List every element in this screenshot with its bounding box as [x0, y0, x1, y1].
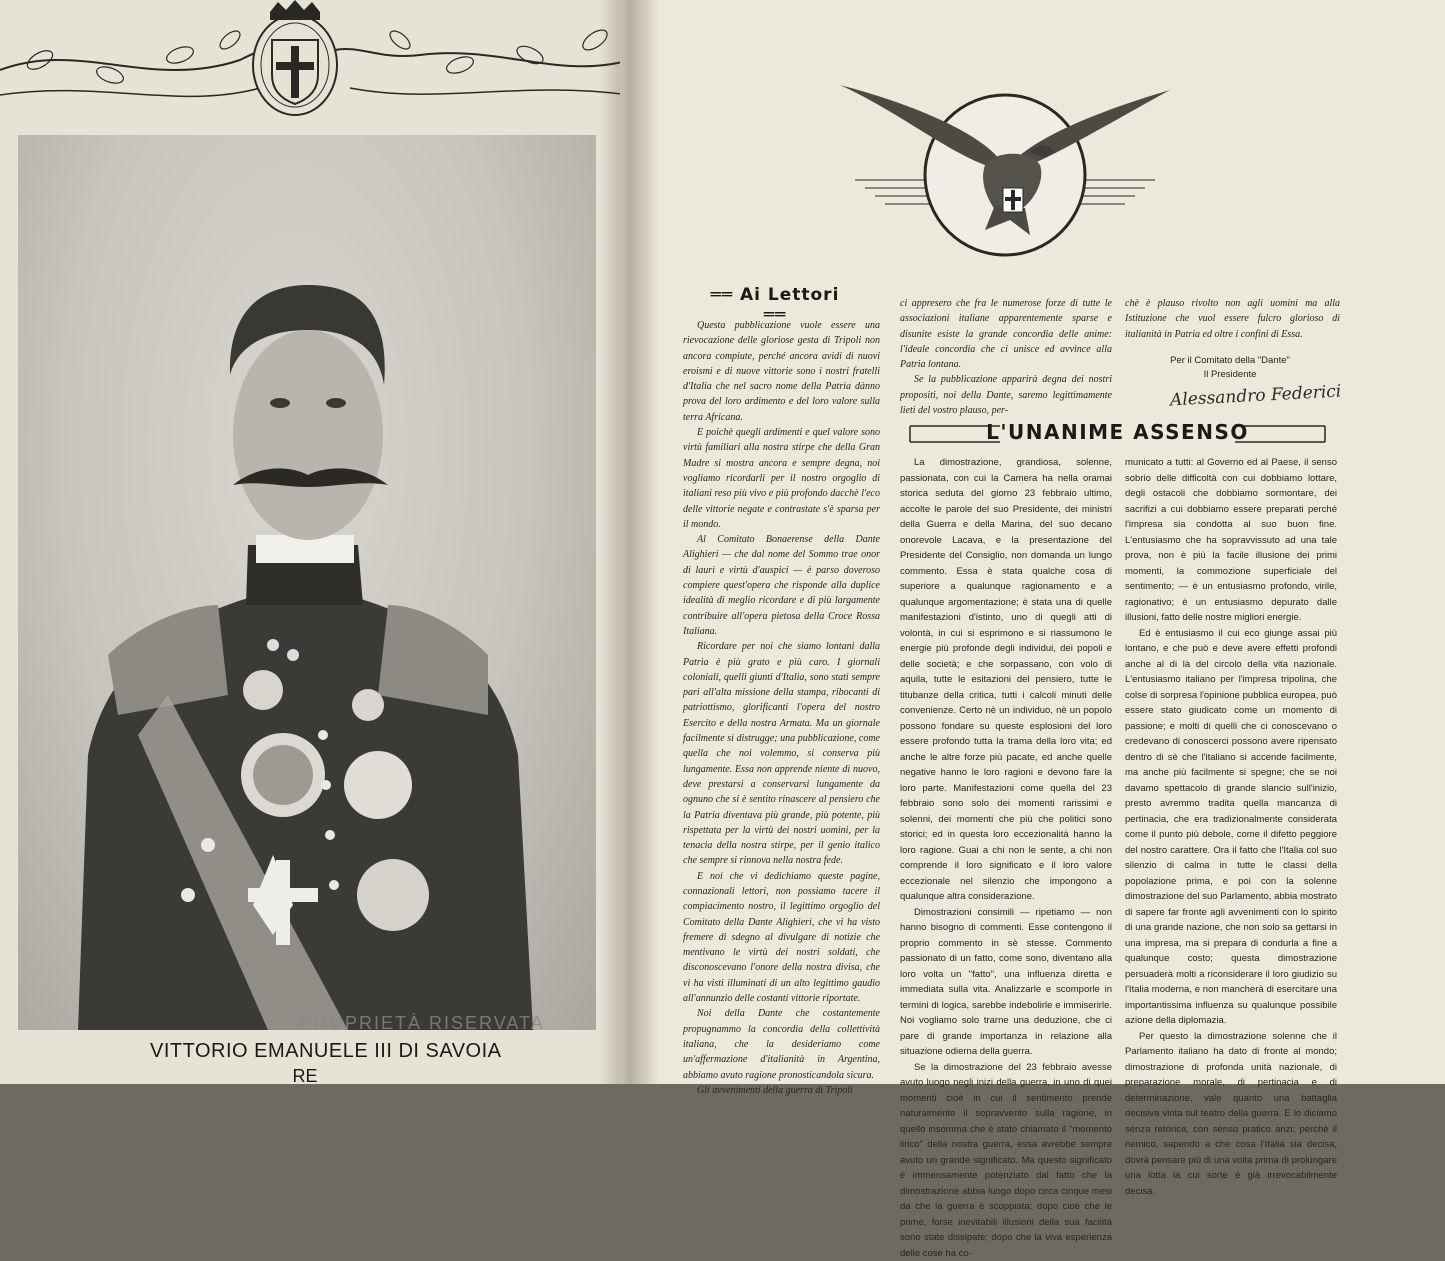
royal-portrait-photo — [18, 135, 596, 1030]
column-ai-lettori-1 — [683, 318, 880, 1078]
column-ai-lettori-3 — [1125, 296, 1340, 356]
paragraph: Se la pubblicazione apparirà degna dei nostri propositi, noi della Dante, saremo legittimamente lieti del vostro plauso, per- — [900, 372, 1112, 418]
signature-line-1: Per il Comitato della "Dante" — [1120, 354, 1340, 368]
portrait-caption: VITTORIO EMANUELE III DI SAVOIA — [150, 1040, 470, 1063]
column-ai-lettori-2 — [900, 296, 1112, 406]
paragraph: chè è plauso rivolto non agli uomini ma alla Istituzione che vuol essere fulcro glorioso di italianità in Patria ed oltre i confini di Essa. — [1125, 296, 1340, 342]
portrait-watermark: PROPRIETÀ RISERVATA — [300, 1013, 545, 1034]
column-assenso-2 — [1125, 455, 1337, 1080]
paragraph: La dimostrazione, grandiosa, solenne, passionata, con cui la Camera ha nella oramai storica seduta del giorno 23 febbraio ultimo, accolte le parole del suo Presidente, dei ministri della Guerra e della Marina, del suo decano onorevole Lacava, e la presentazione del Presidente del Consiglio, non domanda un lungo commento. Essa è stata qualche cosa di superiore a qualunque ragionamento e a qualunque argomentazione; è stata una di quelle manifestazioni d'istinto, uno di quegli atti di volontà, in cui si esprimono e si riassumono le energie più profonde degli individui, dei popoli e delle società; e che sorpassano, con volo di aquila, tutte le esitazioni del pensiero, tutte le titubanze della critica, tutti i calcoli minuti delle convenienze. Certo nè un individuo, nè un popolo possono fondare su queste esplosioni del loro essere profondo tutta la trama della loro vita; ed anche le altre forze più pacate, ed anche quelle negative hanno le loro ragioni e devono fare la loro parte. Manifestazioni come quella del 23 febbraio sono solo dei momenti rarissimi e solenni, dei momenti che più che politici sono storici; ed in questa loro eccezionalità hanno la loro ragione. Guai a chi non le sente, a chi non comprende il loro significato e il loro valore eccezionale nel silenzio che impongono a qualunque altra considerazione. — [900, 455, 1112, 905]
paragraph: municato a tutti: al Governo ed al Paese, il senso sobrio delle difficoltà con cui dobbiamo lottare, degli ostacoli che dobbiamo sormontare, dei sacrifizi a cui dobbiamo essere preparati perché l'impresa sia condotta al suo buon fine. L'entusiasmo che ha sopravvissuto ad una tale prova, non è più la facile illusione dei primi momenti, la commozione superficiale del sentimento; — è un entusiasmo profondo, virile, ragionativo; è un entusiasmo depurato dalle illusioni, fatto delle nostre migliori energie. — [1125, 455, 1337, 626]
president-signature: Alessandro Federici — [1170, 382, 1342, 411]
portrait-caption-line2: RE — [255, 1066, 355, 1087]
column-assenso-1 — [900, 455, 1112, 1080]
paragraph: Gli avvenimenti della guerra di Tripoli — [683, 1083, 880, 1098]
left-page — [0, 0, 630, 1084]
page-gutter — [600, 0, 660, 1084]
title-dash-left: ══ — [711, 285, 740, 305]
paragraph: Ed è entusiasmo il cui eco giunge assai più lontano, e che può e deve avere effetti profondi anche al di là del circolo della vita nazionale. L'entusiasmo italiano per l'impresa tripolina, che colse di sorpresa l'opinione pubblica europea, può essere stato giudicato come un momento di passione; e molti di quelli che ci conoscevano o credevano di conoscerci possono avere ripensato dentro di sè che l'italiano si accende facilmente, ma anche più facilmente si spegne; che se noi davamo spettacolo di grande slancio sull'inizio, presto avremmo tradita quella mancanza di pertinacia, che era tradizionalmente considerata come il punto più debole, come il difetto peggiore del nostro carattere. Ora il fatto che l'Italia col suo silenzio di calma in tutte le classi della popolazione prima, e poi con la solenne dimostrazione del suo Parlamento, abbia mostrato di sapere far fronte agli avvenimenti con lo spirito di una grande nazione, che non solo sa gettarsi in una impresa, ma si prepara di condurla a fine a qualunque costo; questa dimostrazione persuaderà molti a riconsiderare il loro giudizio su l'Italia moderna, e non mancherà di esercitare una importantissima influenza su qualunque possibile azione della diplomazia. — [1125, 626, 1337, 1029]
paragraph: E poichè quegli ardimenti e quel valore sono virtù familiari alla nostra stirpe che della Gran Madre si mostra ancora e sempre degna, noi vogliamo ricordarli per il nostro orgoglio di italiani reso più vivo e più profondo dacchè l'eco delle vittorie negate e contrastate s'è sparsa per il mondo. — [683, 425, 880, 532]
paragraph: Questa pubblicazione vuole essere una rievocazione delle gloriose gesta di Tripoli non ancora compiute, perché ancora avidi di nuovi eroismi e di nuove vittorie sono i nostri fratelli d'Italia che nel sacro nome della Patria dànno prova del loro ardimento e del loro valore sulla terra Africana. — [683, 318, 880, 425]
paragraph: Noi della Dante che costantemente propugnammo la concordia della collettività italiana, che la desideriamo come un'affermazione d'italianità in Argentina, abbiamo avuto ragione pronosticandola sicura. — [683, 1006, 880, 1082]
paragraph: Se la dimostrazione del 23 febbraio avesse avuto luogo negli inizi della guerra, in uno di quei momenti cioè in cui il sentimento prende naturalmente il sopravvento sulla ragione, in quello insomma che è stato chiamato il "momento lirico" della nostra guerra, essa avrebbe sempre avuto un grande significato. Ma questo significato è immensamente potenziato dal fatto che la dimostrazione abbia luogo dopo circa cinque mesi da che la guerra è scoppiata; dopo cioè che le prime, forse inevitabili illusioni della sua facilità sono state dissipate; dopo che la viva esperienza delle cose ha co- — [900, 1060, 1112, 1261]
paragraph: E noi che vi dedichiamo queste pagine, connazionali lettori, non possiamo tacere il compiacimento nostro, il legittimo orgoglio del Comitato della Dante Alighieri, che vi ha visto fremere di sdegno al divulgare di notizie che mentivano le virtù dei nostri soldati, che disconoscevano l'onore della nostra divisa, che vi ha visti illuminati di un alto legittimo gaudio all'annunzio delle costanti vittorie riportate. — [683, 869, 880, 1007]
paragraph: Dimostrazioni consimili — ripetiamo — non hanno bisogno di commenti. Esse contengono il proprio commento in sè stesse. Commento passionato di un fatto, come sono, diventano alla loro volta un "fatto", una influenza diretta e immediata sulla vita. Analizzarle e scomporle in termini di logica, sarebbe indebolirle e immiserirle. Noi vogliamo solo trarne una deduzione, che ci pare di grande importanza in relazione alla situazione odierna della guerra. — [900, 905, 1112, 1060]
paragraph: ci appresero che fra le numerose forze di tutte le associazioni italiane apparentemente sparse e disunite esiste la grande concordia delle anime: l'ideale concordia che ci unisce ed avvince alla Patria lontana. — [900, 296, 1112, 372]
signature-block — [1120, 354, 1340, 382]
title-dash-right: ══ — [764, 305, 786, 325]
section-title-unanime-assenso: L'UNANIME ASSENSO — [905, 420, 1330, 444]
signature-line-2: Il Presidente — [1120, 368, 1340, 382]
paragraph: Al Comitato Bonaerense della Dante Alighieri — che dal nome del Sommo trae onor di lauri e virtù d'auspici — è parso doveroso compiere quest'opera che risponde alla duplice idealità di meglio ricordare e di più largamente contribuire all'opera pietosa della Croce Rossa Italiana. — [683, 532, 880, 639]
crown-crest-icon — [0, 0, 630, 135]
paragraph: Per questo la dimostrazione solenne che il Parlamento italiano ha dato di fronte al mondo; dimostrazione di profonda unità nazionale, di preparazione morale, di pertinacia e di determinazione, vale quanto una battaglia decisiva vinta sul teatro della guerra. E lo diciamo senza retorica, con senso pratico anzi; perchè il nemico, sapendo a che cosa l'Italia sia decisa, dovrà pensare più di una volta prima di prolungare una lotta la cui sorte è già irrevocabilmente decisa. — [1125, 1029, 1337, 1200]
section-title-text: Ai Lettori — [740, 285, 839, 305]
paragraph: Ricordare per noi che siamo lontani dalla Patria è più grato e più caro. I giornali coloniali, quelli giunti d'Italia, sono stati sempre pari all'alta missione della stampa, ribocanti di patriottismo, glorificanti l'opera del nostro Esercito e della nostra Armata. Ma un giornale facilmente si distrugge; una pubblicazione, come quella che noi volemmo, si conserva più lungamente. Essa non apprende niente di nuovo, deve prestarsi a conservarsi lungamente da ognuno che si è sentito rinascere al pensiero che la Patria diventava più grande, più potente, più rispettata per la virtù dei nostri uomini, per la tenacia della nostra stirpe, per il genio italico che sempre si rinnova nella nostra fede. — [683, 639, 880, 868]
eagle-emblem-icon — [835, 80, 1175, 265]
